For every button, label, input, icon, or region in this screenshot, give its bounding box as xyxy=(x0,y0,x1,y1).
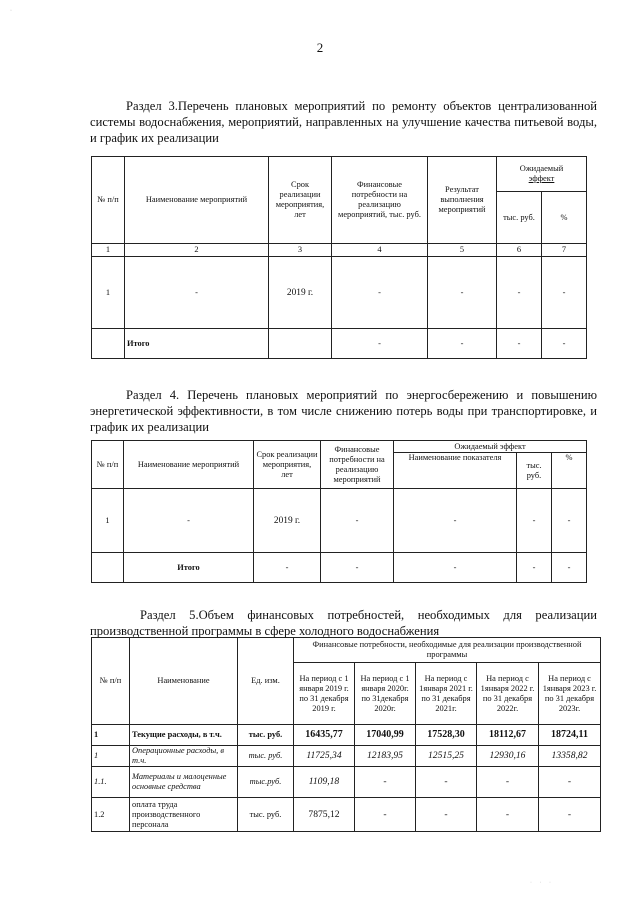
section-3-table xyxy=(91,156,587,359)
s4-cell: - xyxy=(394,553,517,583)
section-4-table xyxy=(91,440,587,583)
s5-row-num: 1.1. xyxy=(92,767,130,798)
s3-cell: - xyxy=(542,329,587,359)
s4-cell: - xyxy=(321,489,394,553)
s5-row-materials xyxy=(92,767,601,798)
s5-row-num: 1 xyxy=(92,725,130,746)
s3-idx-cell: 5 xyxy=(428,244,497,257)
s4-cell: 2019 г. xyxy=(254,489,321,553)
s5-h-unit: Ед. изм. xyxy=(238,638,294,725)
s5-value: 1109,18 xyxy=(294,767,355,798)
s5-row-name: Текущие расходы, в т.ч. xyxy=(130,725,238,746)
s5-h-period: На период с 1января 2021 г. по 31 декабря 2021г. xyxy=(416,663,477,725)
s5-value: - xyxy=(539,798,601,832)
s5-h-period: На период с 1января 2023 г. по 31 декабря 2023г. xyxy=(539,663,601,725)
s3-cell xyxy=(92,329,125,359)
s3-idx-cell: 3 xyxy=(269,244,332,257)
s3-idx-cell: 6 xyxy=(497,244,542,257)
s3-idx-cell: 2 xyxy=(125,244,269,257)
s3-cell: - xyxy=(332,257,428,329)
s5-row-unit: тыс.руб. xyxy=(238,767,294,798)
corner-mark: · xyxy=(10,8,12,14)
s5-value: - xyxy=(355,767,416,798)
s3-h-name: Наименование мероприятий xyxy=(125,157,269,244)
s5-value: - xyxy=(355,798,416,832)
s3-row-1 xyxy=(92,257,587,329)
section-4-heading-text: Раздел 4. Перечень плановых мероприятий по энергосбережению и повышению энергетической эффективности, в том числе снижению потерь воды при транспортировке, и график их реализации xyxy=(90,388,597,434)
section-5-table xyxy=(91,637,601,832)
section-5-heading xyxy=(90,607,597,639)
s5-value: 7875,12 xyxy=(294,798,355,832)
s3-cell: - xyxy=(497,257,542,329)
s4-h-name: Наименование мероприятий xyxy=(124,441,254,489)
s5-row-num: 1 xyxy=(92,746,130,767)
s3-cell xyxy=(269,329,332,359)
s3-cell: - xyxy=(125,257,269,329)
s5-h-period: На период с 1января 2022 г. по 31 декабря 2022г. xyxy=(477,663,539,725)
s3-h-term: Срок реализации мероприятия, лет xyxy=(269,157,332,244)
s5-h-fin: Финансовые потребности, необходимые для реализации производственной программы xyxy=(294,638,601,663)
s4-total-label: Итого xyxy=(124,553,254,583)
s4-h-pct: % xyxy=(552,453,587,489)
s5-value: 13358,82 xyxy=(539,746,601,767)
section-3-heading xyxy=(90,98,597,146)
s4-cell: - xyxy=(552,553,587,583)
s5-value: 11725,34 xyxy=(294,746,355,767)
s3-index-row xyxy=(92,244,587,257)
s4-h-num: № п/п xyxy=(92,441,124,489)
s5-row-name: Операционные расходы, в т.ч. xyxy=(130,746,238,767)
s3-cell: - xyxy=(428,329,497,359)
s5-row-current xyxy=(92,725,601,746)
s3-h-num: № п/п xyxy=(92,157,125,244)
s3-idx-cell: 1 xyxy=(92,244,125,257)
s4-h-effect: Ожидаемый эффект xyxy=(394,441,587,453)
s4-row-1 xyxy=(92,489,587,553)
s4-h-indicator: Наименование показателя xyxy=(394,453,517,489)
s5-value: 12183,95 xyxy=(355,746,416,767)
s3-idx-cell: 4 xyxy=(332,244,428,257)
s4-total-row xyxy=(92,553,587,583)
s3-cell: - xyxy=(542,257,587,329)
s3-total-label: Итого xyxy=(125,329,269,359)
s3-h-pct: % xyxy=(542,192,587,244)
section-3-heading-text: Раздел 3.Перечень плановых мероприятий по ремонту объектов централизованной системы водоснабжения, мероприятий, направленных на улучшение качества питьевой воды, и график их реализации xyxy=(90,99,597,145)
s4-cell: - xyxy=(517,489,552,553)
s5-h-num: № п/п xyxy=(92,638,130,725)
s3-cell: 1 xyxy=(92,257,125,329)
s5-h-period: На период с 1 января 2020г. по 31декабря 2020г. xyxy=(355,663,416,725)
s3-idx-cell: 7 xyxy=(542,244,587,257)
s5-row-unit: тыс. руб. xyxy=(238,746,294,767)
s4-cell xyxy=(92,553,124,583)
s5-row-unit: тыс. руб. xyxy=(238,798,294,832)
s3-cell: - xyxy=(428,257,497,329)
s5-value: 16435,77 xyxy=(294,725,355,746)
page-number: 2 xyxy=(316,40,324,55)
s3-h-effect xyxy=(497,157,587,192)
s4-h-term: Срок реализации мероприятия, лет xyxy=(254,441,321,489)
s5-value: - xyxy=(416,767,477,798)
s5-value: - xyxy=(477,767,539,798)
s5-value: 12515,25 xyxy=(416,746,477,767)
s4-cell: - xyxy=(124,489,254,553)
s4-cell: - xyxy=(394,489,517,553)
s3-cell: 2019 г. xyxy=(269,257,332,329)
s5-row-unit: тыс. руб. xyxy=(238,725,294,746)
s5-row-name: Материалы и малоценные основные средства xyxy=(130,767,238,798)
s3-h-fin: Финансовые потребности на реализацию мероприятий, тыс. руб. xyxy=(332,157,428,244)
s3-cell: - xyxy=(497,329,542,359)
section-4-heading xyxy=(90,387,597,435)
s3-cell: - xyxy=(332,329,428,359)
s5-row-labor xyxy=(92,798,601,832)
s5-row-num: 1.2 xyxy=(92,798,130,832)
s5-row-name: оплата труда производственного персонала xyxy=(130,798,238,832)
s3-total-row xyxy=(92,329,587,359)
s5-value: 12930,16 xyxy=(477,746,539,767)
s3-h-effect-a: Ожидаемый xyxy=(519,164,564,173)
s5-h-period: На период с 1 января 2019 г. по 31 декабря 2019 г. xyxy=(294,663,355,725)
foot-mark: · · · xyxy=(530,880,554,886)
s3-h-rub: тыс. руб. xyxy=(497,192,542,244)
s4-h-fin: Финансовые потребности на реализацию мероприятий xyxy=(321,441,394,489)
s4-cell: - xyxy=(517,553,552,583)
s5-value: 17528,30 xyxy=(416,725,477,746)
s5-value: 17040,99 xyxy=(355,725,416,746)
s5-value: - xyxy=(477,798,539,832)
s4-h-rub: тыс. руб. xyxy=(517,453,552,489)
section-5-heading-text: Раздел 5.Объем финансовых потребностей, необходимых для реализации производственной программы в сфере холодного водоснабжения xyxy=(90,608,597,638)
s5-h-name: Наименование xyxy=(130,638,238,725)
s5-value: - xyxy=(539,767,601,798)
s4-cell: - xyxy=(321,553,394,583)
s5-value: 18112,67 xyxy=(477,725,539,746)
s5-row-operational xyxy=(92,746,601,767)
s4-cell: - xyxy=(552,489,587,553)
s4-cell: - xyxy=(254,553,321,583)
s5-value: 18724,11 xyxy=(539,725,601,746)
s3-h-effect-b: эффект xyxy=(528,174,555,183)
s3-h-result: Результат выполнения мероприятий xyxy=(428,157,497,244)
s5-value: - xyxy=(416,798,477,832)
s4-cell: 1 xyxy=(92,489,124,553)
